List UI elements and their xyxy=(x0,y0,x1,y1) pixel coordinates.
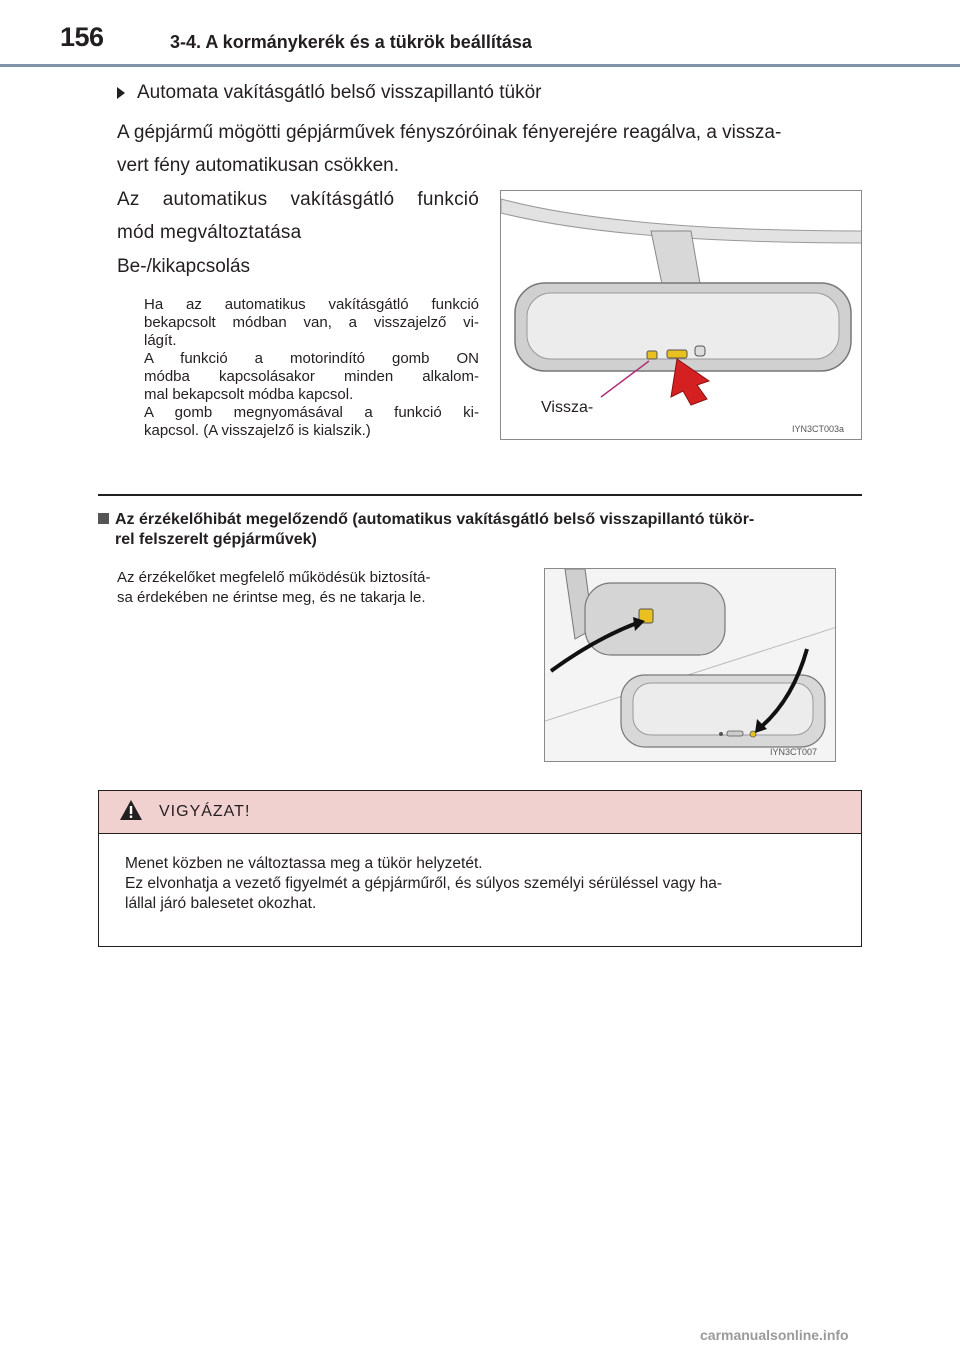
warning-line-1: Menet közben ne változtassa meg a tükör helyzetét. xyxy=(125,855,483,872)
front-sensor xyxy=(750,731,756,737)
desc-line: A gomb megnyomásával a funkció ki- xyxy=(144,404,479,421)
warning-icon xyxy=(119,799,143,821)
page-number: 156 xyxy=(60,22,104,52)
mode-change-heading xyxy=(117,183,479,249)
warning-line-2: Ez elvonhatja a vezető figyelmét a gépjárműről, és súlyos személyi sérüléssel vagy ha- xyxy=(125,875,723,892)
intro-paragraph xyxy=(117,116,862,182)
section-divider xyxy=(98,494,862,496)
figure-code-2: IYN3CT007 xyxy=(770,747,818,757)
sensor-heading-line-1: Az érzékelőhibát megelőzendő (automatikus vakításgátló belső visszapillantó tükör- xyxy=(115,511,755,528)
mode-change-line-2: mód megváltoztatása xyxy=(117,222,302,243)
sensor-illustration xyxy=(545,569,836,762)
warning-line-3: lállal járó balesetet okozhat. xyxy=(125,895,317,912)
sensor-heading xyxy=(98,510,862,550)
desc-line: Ha az automatikus vakításgátló funkció xyxy=(144,296,479,313)
sensor-figure xyxy=(544,568,836,762)
indicator-label: Vissza- xyxy=(541,399,594,416)
sensor-text xyxy=(117,568,522,608)
subheading-text: Automata vakításgátló belső visszapillantó tükör xyxy=(137,82,542,103)
intro-line-2: vert fény automatikusan csökken. xyxy=(117,155,399,176)
mode-change-line-1: Az automatikus vakításgátló funkció xyxy=(117,189,479,210)
triangle-bullet-icon xyxy=(117,87,125,99)
warning-body xyxy=(125,854,855,914)
subheading xyxy=(117,82,542,104)
auto-button xyxy=(667,350,687,358)
watermark: carmanualsonline.info xyxy=(700,1327,849,1343)
on-off-description xyxy=(144,296,479,440)
sensor-text-line-2: sa érdekében ne érintse meg, és ne takarja le. xyxy=(117,589,426,606)
intro-line-1: A gépjármű mögötti gépjárművek fényszóróinak fényerejére reagálva, a vissza- xyxy=(117,122,782,143)
desc-line: bekapcsolt módban van, a visszajelző vi- xyxy=(144,314,479,331)
header-divider xyxy=(0,64,960,67)
desc-line: kapcsol. (A visszajelző is kialszik.) xyxy=(144,422,371,439)
warning-box xyxy=(98,790,862,947)
warning-header xyxy=(99,791,861,834)
square-bullet-icon xyxy=(98,513,109,524)
on-off-heading: Be-/kikapcsolás xyxy=(117,256,251,277)
indicator-light xyxy=(647,351,657,359)
desc-line: módba kapcsolásakor minden alkalom- xyxy=(144,368,479,385)
desc-line: A funkció a motorindító gomb ON xyxy=(144,350,479,367)
warning-title: VIGYÁZAT! xyxy=(159,803,251,820)
desc-line: lágít. xyxy=(144,332,177,349)
sensor-text-line-1: Az érzékelőket megfelelő működésük biztosítá- xyxy=(117,569,431,586)
desc-line: mal bekapcsolt módba kapcsol. xyxy=(144,386,354,403)
chapter-title: 3-4. A kormánykerék és a tükrök beállítása xyxy=(170,32,532,52)
figure-code: IYN3CT003a xyxy=(792,424,845,434)
sensor-heading-line-2: rel felszerelt gépjárművek) xyxy=(115,531,317,548)
